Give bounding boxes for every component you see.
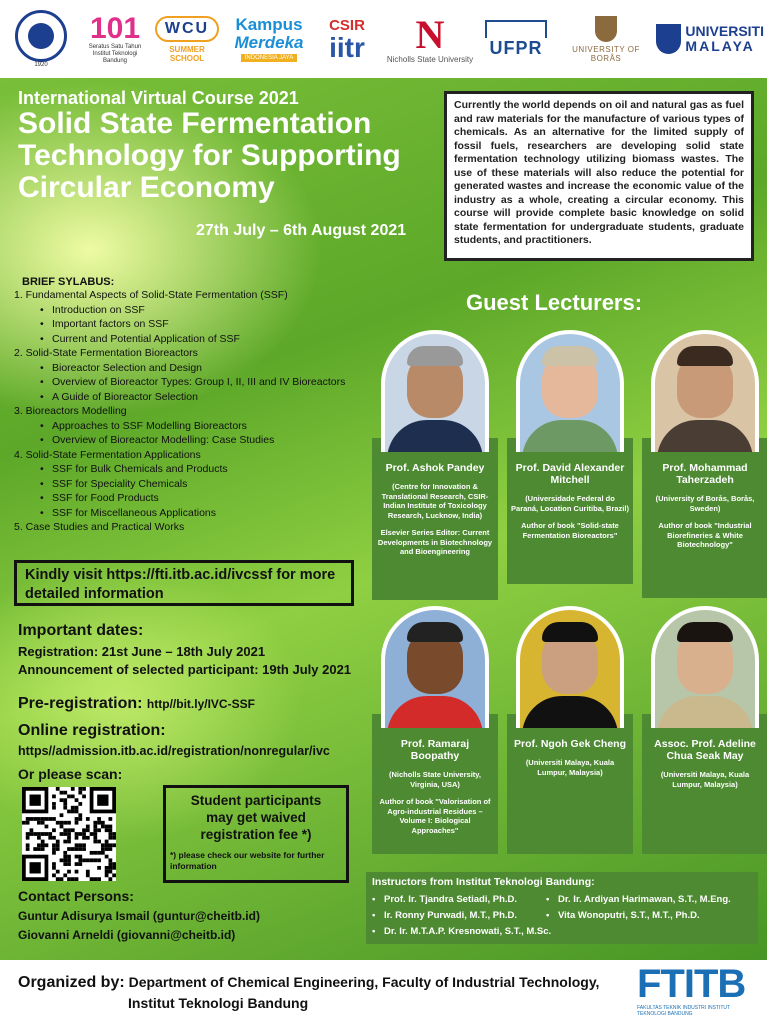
syllabus-item: • A Guide of Bioreactor Selection xyxy=(40,390,384,405)
kampus-merdeka-logo xyxy=(226,0,312,78)
lecturer-photo xyxy=(516,606,624,728)
guest-lecturers-title: Guest Lecturers: xyxy=(466,290,643,315)
logo-bar xyxy=(0,0,767,78)
lecturer-info xyxy=(511,462,629,540)
main-title: Solid State Fermentation Technology for Supporting Circular Economy xyxy=(18,107,401,204)
syllabus-section: 5. Case Studies and Practical Works xyxy=(14,521,185,533)
student-line-1: Student participants xyxy=(190,793,322,808)
syllabus-section: 3. Bioreactors Modelling xyxy=(14,405,127,417)
nicholls-logo xyxy=(384,0,476,78)
online-registration-link[interactable]: https//admission.itb.ac.id/registration/nonregular/ivc xyxy=(18,744,330,758)
ftitb-logo-sub: FAKULTAS TEKNIK INDUSTRI INSTITUT TEKNOLOGI BANDUNG xyxy=(637,1005,730,1017)
important-dates-title: Important dates: xyxy=(18,622,144,639)
lecturer-name: Assoc. Prof. Adeline Chua Seak May xyxy=(654,738,756,762)
online-registration-label: Online registration: xyxy=(18,722,166,739)
lecturer-info xyxy=(376,738,494,835)
syllabus-item: • Overview of Bioreactor Types: Group I, II, III and IV Bioreactors xyxy=(40,375,384,390)
syllabus-item: • Introduction on SSF xyxy=(40,303,384,318)
lecturer-card xyxy=(507,714,633,854)
instructor-name: • Vita Wonoputri, S.T., M.T., Ph.D. xyxy=(546,910,700,921)
contacts-title: Contact Persons: xyxy=(18,888,134,904)
syllabus-list xyxy=(14,288,384,535)
ufpr-logo xyxy=(478,0,554,78)
lecturer-photo xyxy=(381,606,489,728)
itb-year: 1920 xyxy=(34,61,48,68)
centennial-logo xyxy=(78,0,152,78)
boras-crest-icon xyxy=(595,16,617,42)
organizer-line-1: Department of Chemical Engineering, Faculty of Industrial Technology, xyxy=(128,974,600,990)
student-waiver-text xyxy=(166,792,346,843)
lecturer-photo xyxy=(381,330,489,452)
lecturer-affiliation: (Nicholls State University, Virginia, USA) xyxy=(389,770,481,789)
organizer-line-2: Institut Teknologi Bandung xyxy=(128,995,309,1011)
instructor-name: • Ir. Ronny Purwadi, M.T., Ph.D. xyxy=(372,910,517,921)
syllabus-item: • SSF for Speciality Chemicals xyxy=(40,477,384,492)
course-subtitle: International Virtual Course 2021 xyxy=(18,88,299,108)
contacts xyxy=(18,888,260,942)
csir-iitr-logo xyxy=(316,0,378,78)
syllabus-section: 1. Fundamental Aspects of Solid-State Fermentation (SSF) xyxy=(14,289,288,301)
um-text-2: MALAYA xyxy=(685,38,755,54)
lecturer-photo xyxy=(651,330,759,452)
um-crest-icon xyxy=(656,24,681,54)
student-note: *) please check our website for further information xyxy=(170,850,325,871)
lecturer-name: Prof. Mohammad Taherzadeh xyxy=(662,462,748,486)
syllabus-item: • Approaches to SSF Modelling Bioreactors xyxy=(40,419,384,434)
merdeka-text: Merdeka xyxy=(234,33,304,52)
lecturer-info xyxy=(646,462,764,550)
wcu-sub: SUMMER SCHOOL xyxy=(169,44,205,63)
centennial-sub: Seratus Satu Tahun Institut Teknologi Bandung xyxy=(88,43,142,64)
lecturer-affiliation: (Universiti Malaya, Kuala Lumpur, Malaysia) xyxy=(525,758,615,777)
syllabus-item: • SSF for Bulk Chemicals and Products xyxy=(40,462,384,477)
syllabus-item: • SSF for Food Products xyxy=(40,491,384,506)
lecturer-affiliation: (Centre for Innovation & Translational Research, CSIR-Indian Institute of Toxicology Research, Lucknow, India) xyxy=(381,482,489,520)
instructor-name: • Dr. Ir. Ardiyan Harimawan, S.T., M.Eng. xyxy=(546,894,731,905)
student-line-3: registration fee *) xyxy=(200,827,312,842)
visit-box: Kindly visit https://fti.itb.ac.id/ivcssf for more detailed information xyxy=(14,560,354,606)
lecturer-note: Author of book "Solid-state Fermentation Bioreactors" xyxy=(521,521,619,540)
syllabus-section: 2. Solid-State Fermentation Bioreactors xyxy=(14,347,198,359)
organizer xyxy=(18,972,599,1014)
nicholls-text: Nicholls State University xyxy=(386,54,474,64)
lecturer-name: Prof. David Alexander Mitchell xyxy=(515,462,625,486)
centennial-number: 101 xyxy=(89,11,141,45)
instructor-name: • Prof. Ir. Tjandra Setiadi, Ph.D. xyxy=(372,894,517,905)
instructors-title: Instructors from Institut Teknologi Bandung: xyxy=(372,876,595,888)
lecturer-name: Prof. Ngoh Gek Cheng xyxy=(513,738,626,750)
wcu-text: WCU xyxy=(155,16,219,42)
prereg-label: Pre-registration: xyxy=(18,695,143,712)
lecturer-info xyxy=(646,738,764,789)
lecturer-name: Prof. Ramaraj Boopathy xyxy=(400,738,470,762)
syllabus-item: • Important factors on SSF xyxy=(40,317,384,332)
iitr-text: iitr xyxy=(329,31,365,63)
um-text-1: UNIVERSITI xyxy=(685,23,764,39)
lecturer-info xyxy=(511,738,629,777)
student-line-2: may get waived xyxy=(206,810,306,825)
scan-label: Or please scan: xyxy=(18,766,123,782)
wcu-logo xyxy=(152,0,222,78)
boras-logo xyxy=(556,0,656,78)
description-box: Currently the world depends on oil and natural gas as fuel and raw materials for the manufacture of various types of chemicals. As an alternative for the limited supply of fossil fuels, researchers are developing solid state fermentation technology utilizing biomass wastes. The use of these materials will also reduce the potential for generated wastes and increase the economic value of the industry as a whole, creating a circular economy. This course will provide complete basic knowledge on solid state fermentation for undergraduate students, graduate students, and practitioners. xyxy=(444,91,754,261)
lecturer-name: Prof. Ashok Pandey xyxy=(385,462,485,474)
lecturer-affiliation: (Universidade Federal do Paraná, Location Curitiba, Brazil) xyxy=(511,494,629,513)
ufpr-building-icon xyxy=(485,20,547,38)
nicholls-n-icon: N xyxy=(415,11,445,57)
lecturer-note: Author of book "Industrial Biorefineries & White Biotechnology" xyxy=(658,521,752,549)
syllabus-item: • SSF for Miscellaneous Applications xyxy=(40,506,384,521)
indonesia-jaya-text: INDONESIA JAYA xyxy=(241,54,297,62)
lecturer-photo xyxy=(651,606,759,728)
preregistration xyxy=(18,695,255,713)
contact-person: Guntur Adisurya Ismail (guntur@cheitb.id) xyxy=(18,909,260,923)
organized-by-label: Organized by: xyxy=(18,974,125,991)
lecturer-note: Elsevier Series Editor: Current Developments in Biotechnology and Bioengineering xyxy=(377,528,493,556)
ftitb-logo: FTITB xyxy=(637,962,746,1006)
lecturer-affiliation: (University of Borås, Borås, Sweden) xyxy=(655,494,755,513)
ufpr-text: UFPR xyxy=(489,37,543,58)
lecturer-affiliation: (Universiti Malaya, Kuala Lumpur, Malaysia) xyxy=(660,770,750,789)
syllabus-item: • Current and Potential Application of SSF xyxy=(40,332,384,347)
syllabus-item: • Overview of Bioreactor Modelling: Case Studies xyxy=(40,433,384,448)
syllabus-section: 4. Solid-State Fermentation Applications xyxy=(14,448,201,461)
lecturer-photo xyxy=(516,330,624,452)
contact-person: Giovanni Arneldi (giovanni@cheitb.id) xyxy=(18,928,236,942)
lecturer-info xyxy=(376,462,494,557)
um-logo xyxy=(656,0,764,78)
instructor-name: • Dr. Ir. M.T.A.P. Kresnowati, S.T., M.Sc. xyxy=(372,926,551,937)
syllabus-item: • Bioreactor Selection and Design xyxy=(40,361,384,376)
itb-seal-icon xyxy=(15,10,67,62)
registration-dates: Registration: 21st June – 18th July 2021 xyxy=(18,644,266,659)
lecturer-note: Author of book "Valorisation of Agro-industrial Residues – Volume I: Biological Approaches" xyxy=(379,797,491,835)
csir-text: CSIR xyxy=(329,16,365,34)
kampus-text: Kampus xyxy=(235,15,303,34)
course-dates: 27th July – 6th August 2021 xyxy=(196,222,407,239)
syllabus xyxy=(14,276,384,535)
prereg-link[interactable]: http//bit.ly/IVC-SSF xyxy=(146,697,255,711)
syllabus-title: BRIEF SYLABUS: xyxy=(22,276,115,288)
boras-text: UNIVERSITY OF BORÅS xyxy=(572,44,640,63)
qr-code-icon[interactable] xyxy=(22,787,116,881)
itb-logo xyxy=(8,0,74,78)
announcement-date: Announcement of selected participant: 19th July 2021 xyxy=(18,662,352,677)
